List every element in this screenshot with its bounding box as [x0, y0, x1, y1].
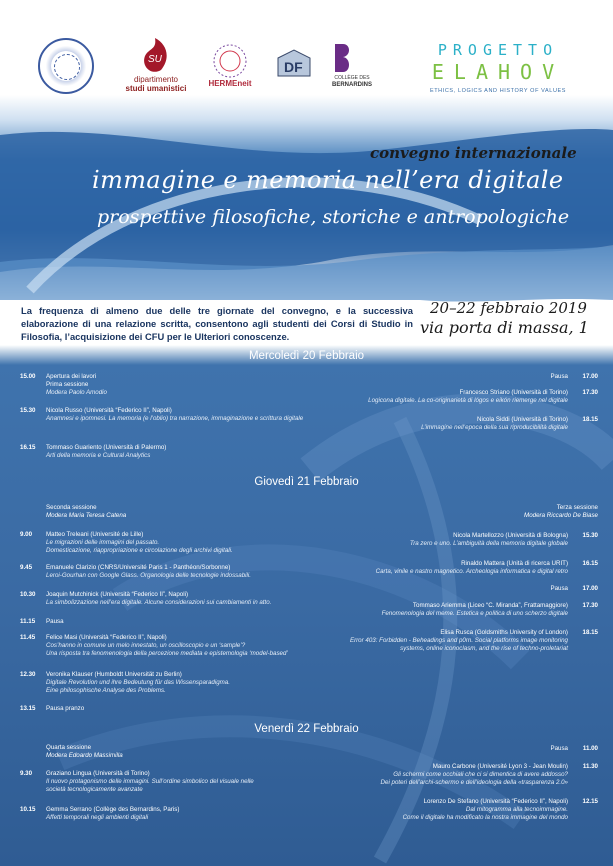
elahov-tagline: ETHICS, LOGICS AND HISTORY OF VALUES: [429, 88, 567, 94]
entry-time: 12.15: [582, 798, 598, 805]
talk-title: Tra zero e uno. L’ambiguità della memoria digitale globale: [409, 539, 568, 547]
talk-title: Error 403: Forbidden - Beheadings and p0rn. Social platforms image monitoring: [349, 636, 568, 644]
speaker-name: Lorenzo De Stefano (Università “Federico II”, Napoli): [423, 798, 568, 805]
speaker-name: Felice Masi (Università “Federico II”, Napoli): [46, 634, 167, 641]
speaker-name: Nicola Siddi (Università di Torino): [476, 416, 568, 423]
entry-time: 18.15: [582, 629, 598, 636]
session-moderator: Modera Riccardo De Biase: [524, 512, 598, 519]
program-entry: [300, 602, 598, 620]
speaker-name: Elisa Rusca (Goldsmiths University of London): [440, 629, 568, 636]
entry-time: 9.30: [20, 770, 33, 777]
speaker-name: Veronika Klauser (Humboldt Universität zu Berlin): [46, 671, 182, 678]
entry-title: Pausa: [550, 585, 568, 592]
program-entry: [300, 629, 598, 655]
university-seal-logo: [38, 38, 94, 94]
talk-title: Digitale Revolution und ihre Bedeutung für das Wissensparadigma.: [46, 678, 230, 686]
talk-title: Arti della memoria e Cultural Analytics: [46, 451, 151, 459]
session-label: Prima sessione: [46, 380, 89, 388]
dipartimento-logo-text: dipartimento studi umanistici: [125, 75, 187, 93]
svg-text:SU: SU: [148, 54, 162, 65]
talk-title: Il nuovo protagonismo delle immagini. Sull’ordine simbolico del visuale nelle: [46, 777, 254, 785]
progetto-wordmark: PROGETTO: [437, 41, 559, 59]
talk-title: Cos’hanno in comune un melo innestato, un oscilloscopio e un ‘sample’?: [46, 641, 246, 649]
talk-title: systems, online iconoclasm, and the rise of techno-proletariat: [400, 644, 568, 652]
main-title: immagine e memoria nell’era digitale: [92, 166, 564, 194]
convegno-label: convegno internazionale: [370, 144, 577, 162]
entry-time: 18.15: [582, 416, 598, 423]
talk-title: Carta, vinile e nastro magnetico. Archeologia informatica e digital retro: [375, 567, 568, 575]
talk-title: società tecnologicamente avanzate: [46, 785, 143, 793]
talk-title: Le migrazioni delle immagini del passato.: [46, 538, 160, 546]
session-moderator: Modera Maria Teresa Catena: [46, 512, 127, 519]
talk-title: Logicona digitale. La co-originarietà di lógos e eikón riemerge nel digitale: [368, 396, 568, 404]
entry-title: Pausa: [550, 745, 568, 752]
talk-title: La simbolizzazione nell’era digitale. Alcune considerazioni sui cambiamenti in atto.: [46, 598, 272, 606]
session-label: Quarta sessione: [46, 744, 92, 751]
bernardins-logo-text: COLLÈGE DES BERNARDINS: [331, 75, 372, 88]
session-moderator: Modera Edoardo Massimilla: [46, 752, 123, 759]
talk-title: Dei poteri dell’archi-schermo e dell’ideologia della «trasparenza 2.0»: [380, 778, 568, 786]
entry-time: 11.30: [582, 763, 598, 770]
intro-paragraph: La frequenza di almeno due delle tre giornate del convegno, e la successiva elaborazione di una relazione scritta, consentono agli studenti dei Corsi di Studio in Filosofia, l’acquisizione dei CFU per le Ulteriori conoscenze.: [21, 305, 413, 342]
talk-title: L’immagine nell’epoca della sua riproducibilità digitale: [421, 423, 568, 431]
entry-title: Pausa: [550, 373, 568, 380]
speaker-name: Tommaso Guariento (Università di Palermo): [46, 444, 167, 451]
session-header: [420, 504, 598, 520]
svg-text:DF: DF: [284, 59, 303, 75]
speaker-name: Emanuele Clarizio (CNRS/Université Paris 1 - Panthéon/Sorbonne): [46, 564, 231, 571]
program-entry: [260, 798, 598, 824]
entry-time: 11.45: [20, 634, 36, 641]
entry-time: 9.00: [20, 531, 33, 538]
session-label: Seconda sessione: [46, 504, 97, 511]
talk-title: Anamnesi e ipomnesi. La memoria (e l’oblio) tra narrazione, immaginazione e scrittura digitale: [46, 414, 304, 422]
event-dates: 20–22 febbraio 2019: [430, 299, 587, 317]
session-moderator: Modera Paolo Amodio: [46, 388, 107, 396]
speaker-name: Matteo Treleani (Université de Lille): [46, 531, 144, 538]
talk-title: Domesticazione, riappropriazione e circolazione degli archivi digitali.: [46, 546, 233, 554]
talk-title: Gli schermi come occhiali che ci si dimentica di avere addosso?: [393, 770, 568, 778]
speaker-name: Nicola Russo (Università “Federico II”, Napoli): [46, 407, 172, 414]
session-label: Terza sessione: [556, 504, 598, 511]
speaker-name: Mauro Carbone (Université Lyon 3 - Jean Moulin): [432, 763, 568, 770]
entry-title: Pausa pranzo: [46, 705, 85, 712]
event-venue: via porta di massa, 1: [420, 318, 589, 337]
entry-title: Pausa: [46, 618, 64, 625]
talk-title: Una risposta tra fenomenologia della percezione mediata e epistemologia ‘model-based’: [46, 649, 288, 657]
talk-title: Come il digitale ha modificato la nostra immagine del mondo: [402, 813, 568, 821]
elahov-wordmark: ELAHOV: [431, 60, 565, 84]
entry-time: 10.30: [20, 591, 36, 598]
talk-title: Leroi-Gourhan con Google Glass. Organologia delle tecnologie indossabili.: [46, 571, 252, 579]
entry-time: 13.15: [20, 705, 36, 712]
speaker-name: Nicola Martellozzo (Università di Bologna): [453, 532, 568, 539]
talk-title: Affetti temporali negli ambienti digitali: [46, 813, 149, 821]
program-entry: [290, 389, 598, 407]
entry-time: 15.30: [582, 532, 598, 539]
entry-time: 11.15: [20, 618, 36, 625]
program-entry: [300, 745, 598, 755]
entry-time: 16.15: [582, 560, 598, 567]
speaker-name: Rinaldo Mattera (Unità di ricerca URIT): [461, 560, 568, 567]
speaker-name: Graziano Lingua (Università di Torino): [46, 770, 150, 777]
program-entry: [300, 532, 598, 550]
program-entry: [300, 560, 598, 578]
day-heading-3: Venerdì 22 Febbraio: [254, 723, 359, 735]
speaker-name: Francesco Striano (Università di Torino): [459, 389, 568, 396]
day-heading-2: Giovedì 21 Febbraio: [254, 476, 359, 488]
program-entry: [290, 416, 598, 434]
hermeneut-logo-icon: [200, 43, 260, 79]
program-entry: [290, 373, 598, 383]
bernardins-logo-icon: [333, 42, 351, 74]
dipartimento-logo-icon: [137, 36, 173, 74]
speaker-name: Gemma Serrano (Collège des Bernardins, Paris): [46, 806, 180, 813]
df-logo-icon: [276, 48, 312, 78]
entry-time: 17.00: [582, 585, 598, 592]
entry-time: 11.00: [582, 745, 598, 752]
entry-time: 15.30: [20, 407, 36, 414]
session-header: [46, 504, 126, 520]
entry-time: 16.15: [20, 444, 36, 451]
entry-time: 10.15: [20, 806, 36, 813]
subtitle: prospettive filosofiche, storiche e antropologiche: [97, 206, 570, 228]
speaker-name: Tommaso Ariemma (Liceo “C. Miranda”, Frattamaggiore): [412, 602, 568, 609]
entry-time: 17.30: [582, 602, 598, 609]
talk-title: Dal mitogramma alla tecnoimmagine.: [465, 805, 568, 813]
talk-title: Eine philosophische Analyse des Problems.: [46, 686, 166, 694]
program-entry: [300, 585, 598, 595]
entry-time: 12.30: [20, 671, 36, 678]
program-entry: [260, 763, 598, 789]
entry-time: 9.45: [20, 564, 33, 571]
entry-time: 17.30: [582, 389, 598, 396]
entry-time: 15.00: [20, 373, 36, 380]
entry-time: 17.00: [582, 373, 598, 380]
session-header: [46, 744, 123, 760]
talk-title: Fenomenologia del meme. Estetica e politica di uno scherzo digitale: [381, 609, 568, 617]
day-heading-1: Mercoledì 20 Febbraio: [248, 350, 365, 362]
entry-title: Apertura dei lavori: [46, 373, 97, 380]
hermeneut-logo-text: HERMEneit: [208, 79, 252, 88]
speaker-name: Joaquin Mutchinick (Università “Federico II”, Napoli): [46, 591, 189, 598]
